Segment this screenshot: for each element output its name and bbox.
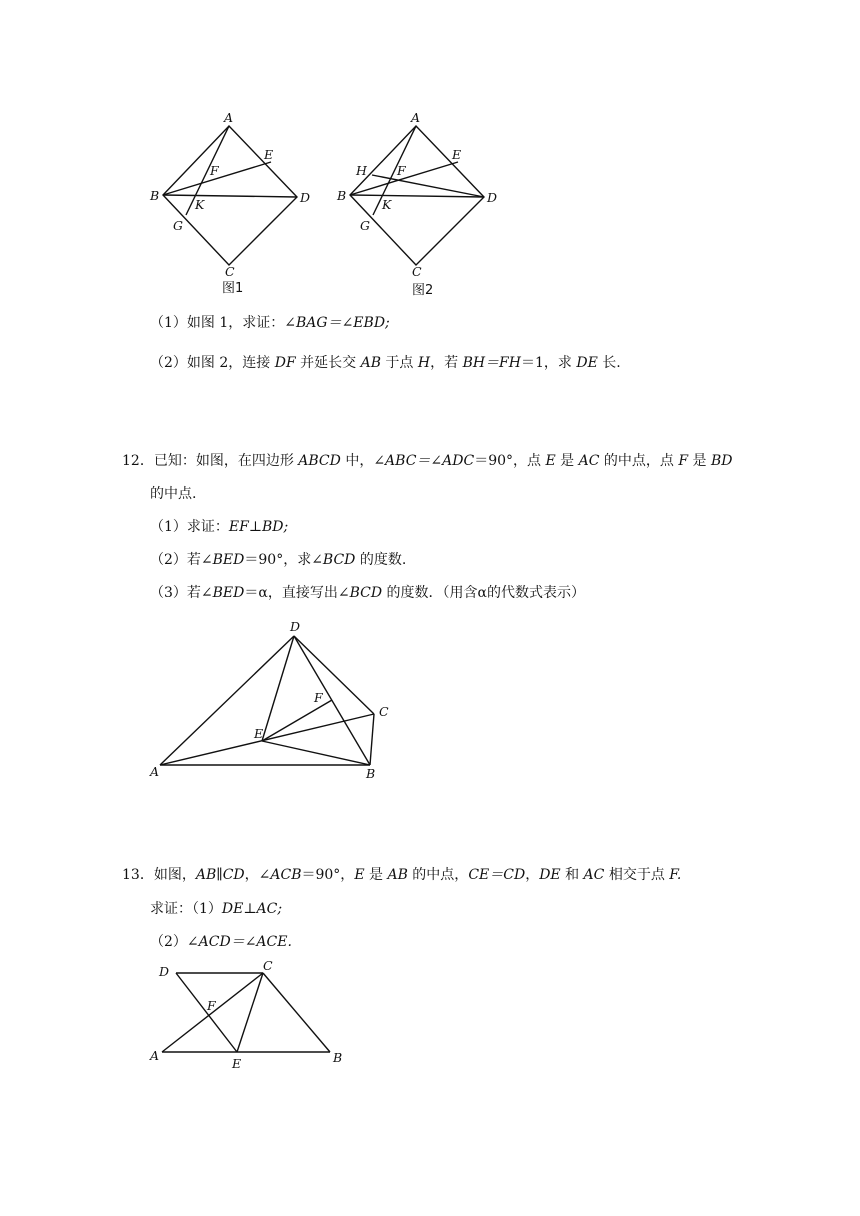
point-label-e: E <box>452 147 462 162</box>
segment-dc <box>294 636 374 714</box>
point-label-d: D <box>290 619 301 634</box>
q13-part-2: （2）∠ACD＝∠ACE. <box>150 934 292 950</box>
q12-part-2: （2）若∠BED＝90°，求∠BCD 的度数. <box>150 552 407 568</box>
point-label-f: F <box>397 163 406 178</box>
figure-caption: 图2 <box>412 283 434 298</box>
q12-part-1: （1）求证：EF⊥BD; <box>150 519 289 535</box>
point-label-g: G <box>173 218 183 233</box>
q12-figure <box>145 615 405 785</box>
q12-stem-line-1: 12．已知：如图，在四边形 ABCD 中，∠ABC＝∠ADC＝90°，点 E 是 AC 的中点，点 F 是 BD <box>122 453 733 469</box>
q12-stem-line-2: 的中点. <box>150 486 197 502</box>
point-label-b: B <box>366 766 376 781</box>
point-label-k: K <box>382 197 392 212</box>
figure-caption: 图1 <box>222 281 244 296</box>
point-label-e: E <box>264 147 274 162</box>
point-label-f: F <box>210 163 219 178</box>
point-label-a: A <box>150 1048 160 1063</box>
point-label-h: H <box>356 163 367 178</box>
point-label-c: C <box>263 958 273 973</box>
point-label-c: C <box>225 264 235 279</box>
point-label-d: D <box>487 190 498 205</box>
point-label-a: A <box>224 110 234 125</box>
point-label-e: E <box>254 726 264 741</box>
point-label-b: B <box>150 188 160 203</box>
point-label-f: F <box>207 998 216 1013</box>
point-label-f: F <box>314 690 323 705</box>
point-label-d: D <box>159 964 170 979</box>
q13-part-1: 求证：（1）DE⊥AC; <box>150 901 283 917</box>
segment-eb <box>262 741 370 765</box>
q11-part-1: （1）如图 1，求证：∠BAG＝∠EBD; <box>150 315 390 331</box>
q11-figure-1 <box>140 105 330 300</box>
diagonal-bd <box>350 195 484 197</box>
point-label-a: A <box>150 764 160 779</box>
segment-ac <box>160 714 374 765</box>
point-label-d: D <box>300 190 311 205</box>
segment-cb <box>370 714 374 765</box>
q11-part-2: （2）如图 2，连接 DF 并延长交 AB 于点 H，若 BH＝FH＝1，求 DE 长. <box>150 355 621 371</box>
segment-dh <box>372 175 484 197</box>
segment-ce <box>237 973 263 1052</box>
point-label-g: G <box>360 218 370 233</box>
point-label-b: B <box>337 188 347 203</box>
point-label-c: C <box>379 704 389 719</box>
segment-ag <box>186 126 229 215</box>
point-label-k: K <box>195 197 205 212</box>
segment-ag <box>373 126 416 215</box>
q11-figure-2 <box>330 105 510 300</box>
point-label-e: E <box>232 1056 242 1071</box>
q13-stem-line-1: 13．如图，AB∥CD，∠ACB＝90°，E 是 AB 的中点，CE＝CD，DE 和 AC 相交于点 F. <box>122 867 682 883</box>
q13-figure <box>145 955 355 1075</box>
diagonal-bd <box>163 195 297 197</box>
point-label-c: C <box>412 264 422 279</box>
point-label-a: A <box>411 110 421 125</box>
q12-part-3: （3）若∠BED＝α，直接写出∠BCD 的度数．（用含α的代数式表示） <box>150 585 585 601</box>
point-label-b: B <box>333 1050 343 1065</box>
segment-cb <box>263 973 330 1052</box>
